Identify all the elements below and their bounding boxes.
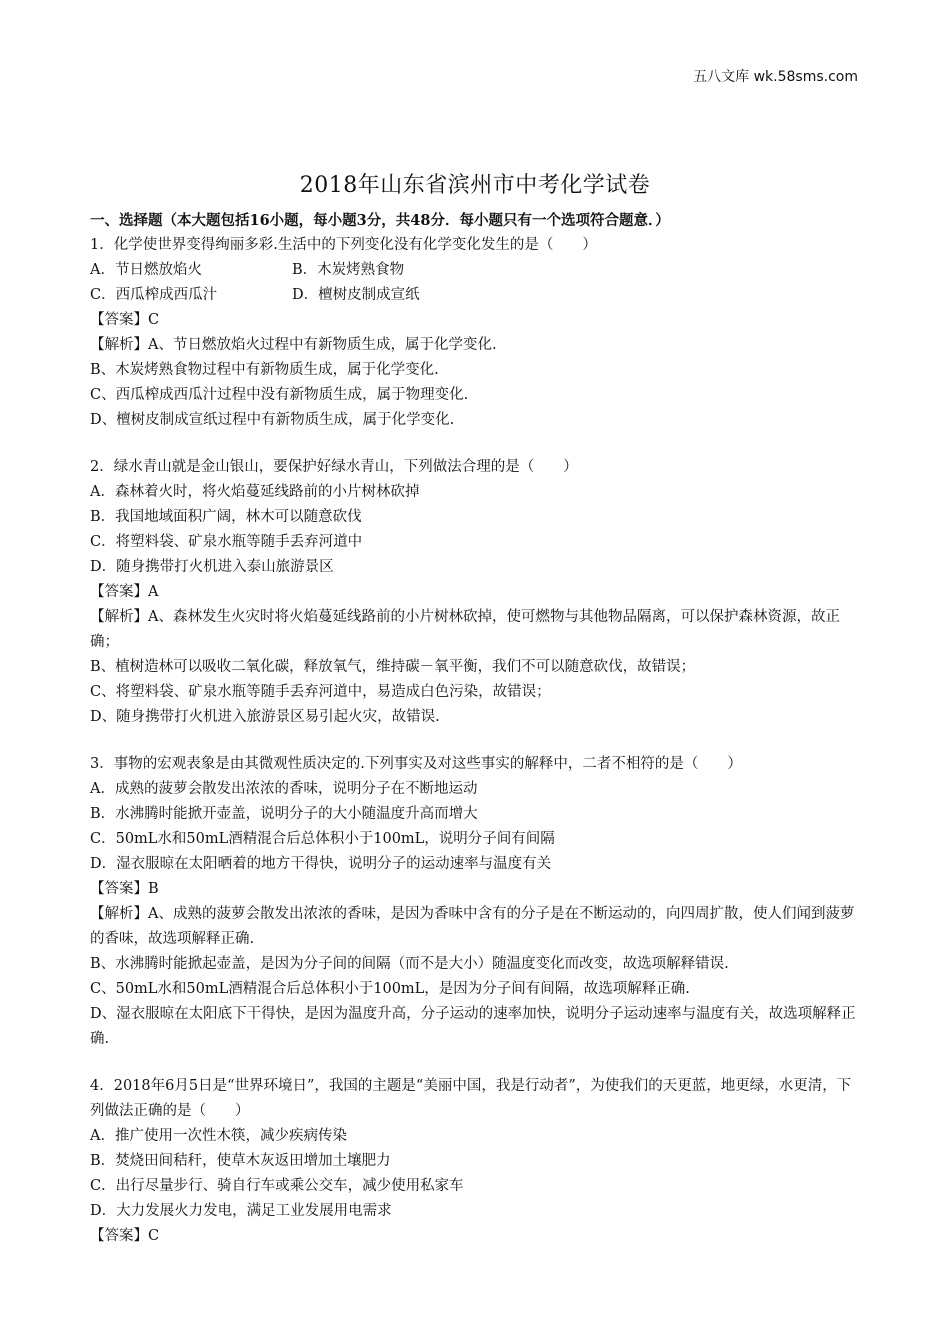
q3-option-d: D．湿衣服晾在太阳晒着的地方干得快，说明分子的运动速率与温度有关 — [90, 856, 552, 872]
q3-option-b: B．水沸腾时能掀开壶盖，说明分子的大小随温度升高而增大 — [90, 806, 478, 822]
q2-option-b: B．我国地域面积广阔，林木可以随意砍伐 — [90, 509, 362, 525]
spacer — [90, 1052, 865, 1074]
q3-explanation-a: 【解析】A、成熟的菠萝会散发出浓浓的香味，是因为香味中含有的分子是在不断运动的，向四周扩散，使人们闻到菠萝的香味，故选项解释正确. — [90, 906, 855, 947]
section-heading: 一、选择题（本大题包括16小题，每小题3分，共48分．每小题只有一个选项符合题意．） — [90, 212, 670, 229]
q3-explanation-d: D、湿衣服晾在太阳底下干得快，是因为温度升高，分子运动的速率加快，说明分子运动速率与温度有关，故选项解释正确. — [90, 1006, 856, 1047]
q1-explanation-b: B、木炭烤熟食物过程中有新物质生成，属于化学变化. — [90, 362, 439, 378]
q3-option-a: A．成熟的菠萝会散发出浓浓的香味，说明分子在不断地运动 — [90, 781, 478, 797]
q2-stem: 2．绿水青山就是金山银山，要保护好绿水青山，下列做法合理的是（ ） — [90, 459, 578, 475]
q2-explanation-a: 【解析】A、森林发生火灾时将火焰蔓延线路前的小片树林砍掉，使可燃物与其他物品隔离，可以保护森林资源，故正确； — [90, 609, 840, 650]
q2-explanation-c: C、将塑料袋、矿泉水瓶等随手丢弃河道中，易造成白色污染，故错误； — [90, 684, 551, 700]
q1-explanation-d: D、檀树皮制成宣纸过程中有新物质生成，属于化学变化. — [90, 412, 455, 428]
q3-stem: 3．事物的宏观表象是由其微观性质决定的.下列事实及对这些事实的解释中，二者不相符的是（ ） — [90, 756, 742, 772]
q1-options-row-2 — [90, 283, 865, 308]
q2-option-d: D．随身携带打火机进入泰山旅游景区 — [90, 559, 334, 575]
q3-option-c: C．50mL水和50mL酒精混合后总体积小于100mL，说明分子间有间隔 — [90, 831, 555, 847]
document-body — [90, 208, 865, 1249]
q4-option-b: B．焚烧田间秸秆，使草木灰返田增加土壤肥力 — [90, 1153, 391, 1169]
q2-explanation-b: B、植树造林可以吸收二氧化碳，释放氧气，维持碳－氧平衡，我们不可以随意砍伐，故错误； — [90, 659, 696, 675]
q1-option-c: C．西瓜榨成西瓜汁 — [90, 287, 218, 303]
q2-explanation-d: D、随身携带打火机进入旅游景区易引起火灾，故错误. — [90, 709, 440, 725]
q1-option-b: B．木炭烤熟食物 — [292, 262, 405, 278]
q2-option-a: A．森林着火时，将火焰蔓延线路前的小片树林砍掉 — [90, 484, 420, 500]
page-title: 2018年山东省滨州市中考化学试卷 — [299, 173, 651, 198]
spacer — [90, 730, 865, 752]
q1-option-d: D．檀树皮制成宣纸 — [292, 287, 420, 303]
q1-explanation-a: 【解析】A、节日燃放焰火过程中有新物质生成，属于化学变化. — [90, 337, 497, 353]
q4-option-c: C．出行尽量步行、骑自行车或乘公交车，减少使用私家车 — [90, 1178, 464, 1194]
site-header: 五八文库 wk.58sms.com — [693, 69, 858, 85]
q3-explanation-b: B、水沸腾时能掀起壶盖，是因为分子间的间隔（而不是大小）随温度变化而改变，故选项解释错误. — [90, 956, 729, 972]
q1-options-row-1 — [90, 258, 865, 283]
q3-explanation-c: C、50mL水和50mL酒精混合后总体积小于100mL，是因为分子间有间隔，故选项解释正确. — [90, 981, 690, 997]
q1-explanation-c: C、西瓜榨成西瓜汁过程中没有新物质生成，属于物理变化. — [90, 387, 469, 403]
q4-option-a: A．推广使用一次性木筷，减少疾病传染 — [90, 1128, 347, 1144]
q1-stem: 1．化学使世界变得绚丽多彩.生活中的下列变化没有化学变化发生的是（ ） — [90, 237, 597, 253]
q4-answer: 【答案】C — [90, 1228, 160, 1244]
spacer — [90, 433, 865, 455]
q3-answer: 【答案】B — [90, 881, 159, 897]
q2-answer: 【答案】A — [90, 584, 159, 600]
q1-answer: 【答案】C — [90, 312, 160, 328]
q2-option-c: C．将塑料袋、矿泉水瓶等随手丢弃河道中 — [90, 534, 363, 550]
q1-option-a: A．节日燃放焰火 — [90, 262, 202, 278]
q4-stem: 4．2018年6月5日是“世界环境日”，我国的主题是“美丽中国，我是行动者”，为使我们的天更蓝，地更绿，水更清，下列做法正确的是（ ） — [90, 1078, 852, 1119]
q4-option-d: D．大力发展火力发电，满足工业发展用电需求 — [90, 1203, 392, 1219]
